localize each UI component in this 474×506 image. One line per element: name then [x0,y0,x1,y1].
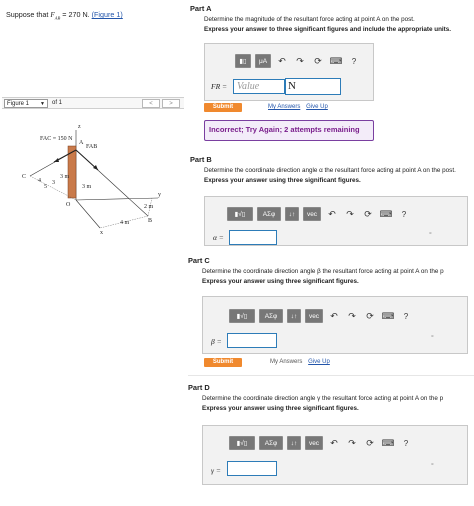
figure-link[interactable]: (Figure 1) [91,10,123,19]
greek-button[interactable]: ΑΣφ [259,436,283,450]
sort-button[interactable]: ↓↑ [287,436,301,450]
problem-panel [0,0,186,506]
part-a-toolbar [235,54,361,68]
units-button[interactable]: μA [255,54,271,68]
chevron-down-icon: ▼ [40,101,45,107]
part-c [188,256,472,365]
force-fac-arrowhead [54,158,59,162]
templates-button[interactable]: ▮√▯ [229,309,255,323]
dim-4m: 4 m [120,220,130,226]
part-a-answer-box [204,43,374,101]
templates-button[interactable]: ▮√▯ [227,207,253,221]
problem-statement [6,10,123,20]
help-icon[interactable]: ? [403,438,409,448]
origin-label: O [66,202,71,208]
part-b-toolbar [227,207,411,221]
undo-icon[interactable]: ↶ [278,55,286,66]
give-up-link[interactable]: Give Up [308,359,330,365]
intro-value: = 270 N. [60,10,90,19]
point-a-label: A [79,140,84,146]
my-answers-link[interactable]: My Answers [268,104,301,110]
dim-post-lower: 3 m [82,184,92,190]
reset-icon[interactable]: ⟳ [364,208,372,219]
part-a-submit-button[interactable]: Submit [204,103,242,112]
vec-button[interactable]: vec [305,436,323,450]
slope-4: 4 [38,178,41,184]
part-b-label: α = [213,233,224,242]
figure-select-value: Figure 1 [7,101,30,107]
part-a-question: Determine the magnitude of the resultant force acting at point A on the post. [204,16,415,23]
part-d-answer-box [202,425,468,485]
intro-text: Suppose that [6,10,49,19]
part-a [190,4,474,134]
part-a-label: FR = [211,82,228,91]
part-c-input[interactable] [227,333,277,348]
redo-icon[interactable]: ↷ [296,55,304,66]
part-b-answer-box [204,196,468,246]
part-d-question: Determine the coordinate direction angle γ the resultant force acting at point A on the p [202,395,444,402]
part-c-toolbar [229,309,413,323]
x-label: x [100,230,103,236]
prev-figure-button[interactable]: < [142,99,160,108]
point-b-label: B [148,218,153,224]
part-c-answer-box [202,296,468,354]
dim-post-upper: 3 m [60,174,70,180]
part-a-instruction: Express your answer to three significant figures and include the appropriate units. [204,26,452,33]
part-c-unit: ° [431,335,434,342]
x-axis [76,200,100,228]
undo-icon[interactable]: ↶ [330,437,338,448]
slope-3: 3 [52,180,55,186]
part-c-instruction: Express your answer using three significant figures. [202,278,359,285]
greek-button[interactable]: ΑΣφ [257,207,281,221]
redo-icon[interactable]: ↷ [346,208,354,219]
undo-icon[interactable]: ↶ [328,208,336,219]
my-answers-link[interactable]: My Answers [270,359,303,365]
dim-2m: 2 m [144,204,154,210]
figure-select[interactable] [4,99,48,108]
figure-navigator [2,97,184,109]
fac-label: FAC = 150 N [40,136,73,142]
figure-count: of 1 [52,100,63,106]
keyboard-icon[interactable]: ⌨ [381,437,395,448]
templates-button[interactable]: ▮√▯ [229,436,255,450]
divider [188,375,474,376]
part-d-toolbar [229,436,413,450]
part-d-title: Part D [188,383,210,392]
undo-icon[interactable]: ↶ [330,310,338,321]
part-a-unit-input[interactable]: N [285,78,341,95]
fab-label: FAB [86,144,98,150]
part-d-unit: ° [431,463,434,470]
y-axis [76,198,158,200]
help-icon[interactable]: ? [351,56,357,66]
part-c-links [270,358,330,365]
greek-button[interactable]: ΑΣφ [259,309,283,323]
z-label: z [78,124,81,130]
slope-5: 5 [44,184,47,190]
reset-icon[interactable]: ⟳ [314,55,322,66]
sort-button[interactable]: ↓↑ [287,309,301,323]
give-up-link[interactable]: Give Up [306,104,328,110]
vec-button[interactable]: vec [303,207,321,221]
part-c-title: Part C [188,256,210,265]
part-c-submit-button[interactable]: Submit [204,358,242,367]
part-a-feedback: Incorrect; Try Again; 2 attempts remaining [204,120,374,141]
part-d-instruction: Express your answer using three significant figures. [202,405,359,412]
part-b-title: Part B [190,155,212,164]
part-b-input[interactable] [229,230,277,245]
y-label: y [158,192,161,198]
reset-icon[interactable]: ⟳ [366,310,374,321]
templates-button[interactable]: ▮▯ [235,54,251,68]
part-d-input[interactable] [227,461,277,476]
help-icon[interactable]: ? [401,209,407,219]
part-c-label: β = [211,337,222,346]
reset-icon[interactable]: ⟳ [366,437,374,448]
vec-button[interactable]: vec [305,309,323,323]
part-d-label: γ = [211,466,221,475]
part-b [190,155,474,242]
intro-var-sub: AB [54,15,61,21]
part-a-links [268,103,328,110]
part-d [188,383,472,475]
keyboard-icon[interactable]: ⌨ [379,208,393,219]
intro-var: F [50,11,55,19]
part-a-title: Part A [190,4,212,13]
part-c-question: Determine the coordinate direction angle β the resultant force acting at point A on the p [202,268,444,275]
part-b-question: Determine the coordinate direction angle α the resultant force acting at point A on the post. [204,167,456,174]
part-a-value-input[interactable]: Value [233,79,285,94]
keyboard-icon[interactable]: ⌨ [329,55,343,66]
part-b-instruction: Express your answer using three significant figures. [204,177,361,184]
help-icon[interactable]: ? [403,311,409,321]
sort-button[interactable]: ↓↑ [285,207,299,221]
force-diagram [20,118,180,238]
point-c-label: C [22,174,27,180]
part-b-unit: ° [429,232,432,239]
redo-icon[interactable]: ↷ [348,310,356,321]
redo-icon[interactable]: ↷ [348,437,356,448]
keyboard-icon[interactable]: ⌨ [381,310,395,321]
next-figure-button[interactable]: > [162,99,180,108]
